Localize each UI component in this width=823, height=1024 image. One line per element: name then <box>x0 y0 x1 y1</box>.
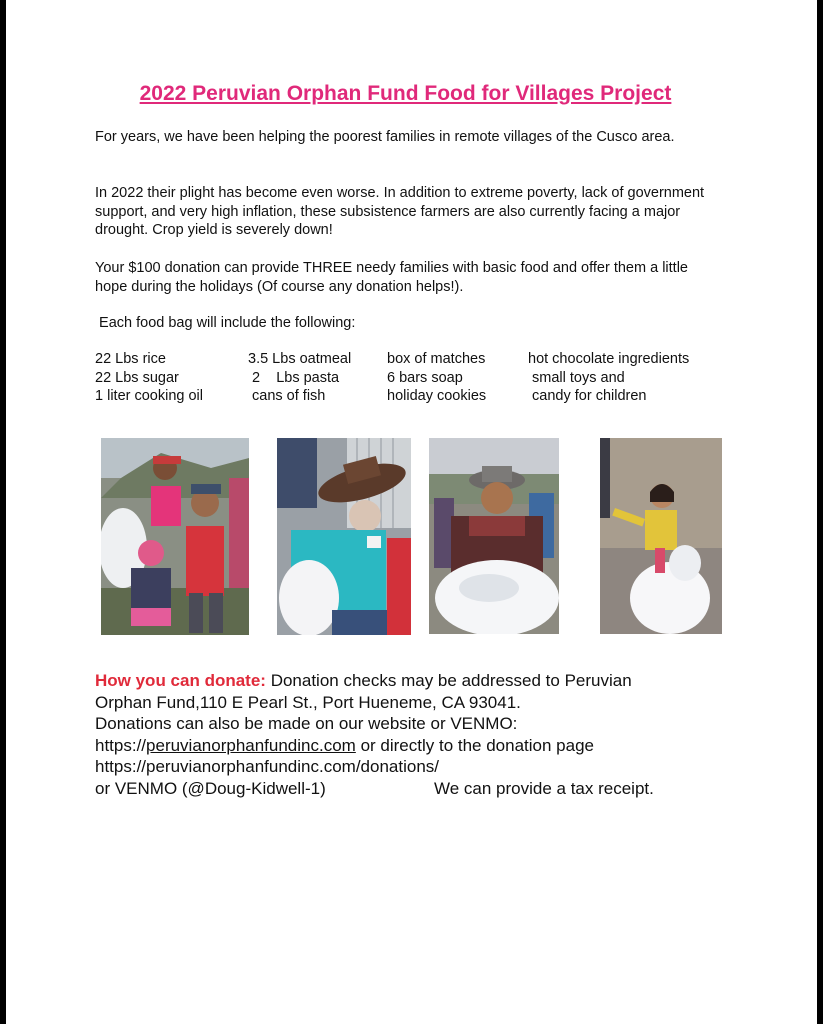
photo-children-with-mother <box>101 438 249 635</box>
donate-page-intro: or directly to the donation page <box>355 735 595 755</box>
venmo-handle: or VENMO (@Doug-Kidwell-1) <box>95 778 326 798</box>
items-column-1 <box>95 350 203 406</box>
donation-paragraph: Your $100 donation can provide THREE needy families with basic food and offer them a little hope during the holidays (Of course any donation helps!). <box>95 260 688 295</box>
list-item: 2 Lbs pasta <box>248 369 340 386</box>
list-item: hot chocolate ingredients <box>528 351 690 367</box>
list-item: box of matches <box>387 351 486 367</box>
website-link-prefix: https:// <box>95 735 147 755</box>
donate-heading: How you can donate: <box>95 671 266 690</box>
photo-woman-holding-bag <box>429 438 559 634</box>
list-item: cans of fish <box>248 388 326 404</box>
food-bag-intro: Each food bag will include the following: <box>95 315 356 331</box>
donate-line-6 <box>95 778 735 800</box>
items-column-2 <box>248 350 351 406</box>
donation-page-url[interactable]: https://peruvianorphanfundinc.com/donations/ <box>95 757 440 776</box>
donation-instructions <box>95 670 735 799</box>
plight-paragraph: In 2022 their plight has become even worse. In addition to extreme poverty, lack of government support, and very high inflation, these subsistence farmers are also currently facing a major drought. Crop yield is severely down! <box>95 185 705 238</box>
photo-girl-carrying-bag <box>600 438 722 634</box>
list-item: 3.5 Lbs oatmeal <box>248 351 352 367</box>
food-bag-items <box>95 350 735 410</box>
items-column-3 <box>387 350 486 406</box>
list-item: 1 liter cooking oil <box>95 388 203 404</box>
photo-elderly-woman-with-hat <box>277 438 411 635</box>
page-title: 2022 Peruvian Orphan Fund Food for Villages Project <box>139 82 672 105</box>
list-item: 22 Lbs rice <box>95 351 166 367</box>
list-item: holiday cookies <box>387 388 487 404</box>
list-item: candy for children <box>528 388 647 404</box>
donate-address-intro: Donation checks may be addressed to Peruvian <box>265 671 632 690</box>
donate-line-4 <box>95 735 735 757</box>
website-link[interactable]: peruvianorphanfundinc.com <box>146 735 356 755</box>
intro-paragraph: For years, we have been helping the poorest families in remote villages of the Cusco area. <box>95 129 675 145</box>
list-item: small toys and <box>528 369 625 386</box>
tax-receipt-note: We can provide a tax receipt. <box>434 778 654 798</box>
donate-address: Orphan Fund,110 E Pearl St., Port Hueneme, CA 93041. <box>95 692 521 712</box>
donate-online-intro: Donations can also be made on our website or VENMO: <box>95 714 518 733</box>
list-item: 6 bars soap <box>387 369 463 386</box>
list-item: 22 Lbs sugar <box>95 369 179 386</box>
donate-line-1 <box>95 670 735 692</box>
items-column-4 <box>528 350 689 406</box>
